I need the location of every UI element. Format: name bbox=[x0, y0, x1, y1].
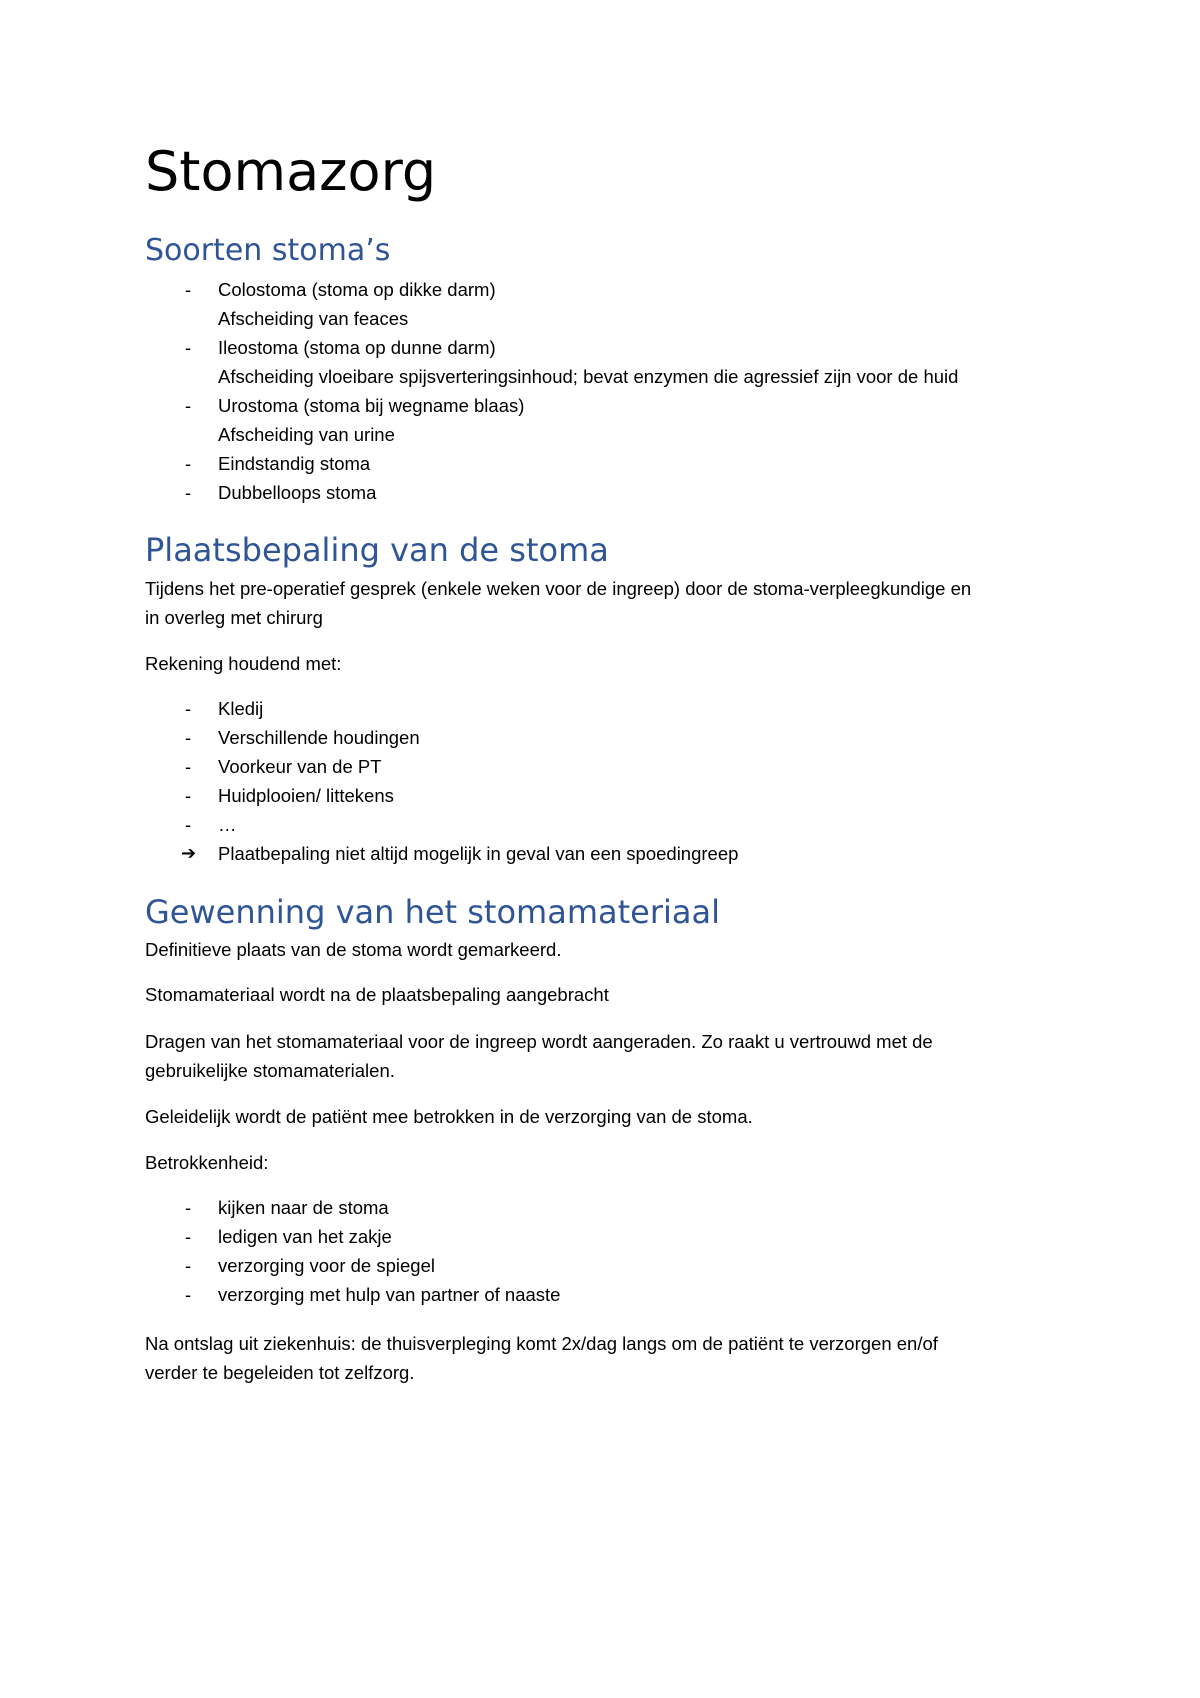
list-item bbox=[145, 449, 958, 478]
list-dash: - bbox=[185, 453, 192, 474]
section-heading-soorten: Soorten stoma’s bbox=[145, 233, 391, 268]
list-item bbox=[145, 333, 958, 391]
paragraph: Tijdens het pre-operatief gesprek (enkele weken voor de ingreep) door de stoma-verpleegkundige en bbox=[145, 578, 972, 599]
list-item-subtext: Afscheiding vloeibare spijsverteringsinhoud; bevat enzymen die agressief zijn voor de huid bbox=[218, 366, 959, 387]
list-item bbox=[145, 1251, 560, 1280]
list-item bbox=[145, 275, 958, 333]
list-item-text: … bbox=[218, 814, 237, 835]
list-item-text: Voorkeur van de PT bbox=[218, 756, 382, 777]
paragraph: verder te begeleiden tot zelfzorg. bbox=[145, 1362, 415, 1383]
list-item bbox=[145, 1222, 560, 1251]
arrow-right-icon: ➔ bbox=[181, 843, 197, 864]
section-heading-plaatsbepaling: Plaatsbepaling van de stoma bbox=[145, 531, 609, 569]
paragraph: gebruikelijke stomamaterialen. bbox=[145, 1060, 395, 1081]
list-item bbox=[145, 391, 958, 449]
paragraph: Stomamateriaal wordt na de plaatsbepaling aangebracht bbox=[145, 984, 609, 1005]
stoma-types-list bbox=[145, 275, 958, 507]
list-dash: - bbox=[185, 337, 192, 358]
list-item bbox=[145, 1193, 560, 1222]
section-heading-gewenning: Gewenning van het stomamateriaal bbox=[145, 893, 720, 931]
list-item bbox=[145, 810, 738, 839]
list-item-text: verzorging met hulp van partner of naaste bbox=[218, 1284, 561, 1305]
paragraph: in overleg met chirurg bbox=[145, 607, 323, 628]
list-dash: - bbox=[185, 785, 192, 806]
placement-factors-list bbox=[145, 694, 738, 868]
paragraph: Rekening houdend met: bbox=[145, 653, 342, 674]
list-item-text: Urostoma (stoma bij wegname blaas) bbox=[218, 395, 525, 416]
list-item-subtext: Afscheiding van feaces bbox=[218, 308, 409, 329]
list-dash: - bbox=[185, 1255, 192, 1276]
list-item bbox=[145, 839, 738, 868]
list-item-text: Colostoma (stoma op dikke darm) bbox=[218, 279, 496, 300]
paragraph: Na ontslag uit ziekenhuis: de thuisverpleging komt 2x/dag langs om de patiënt te verzorgen en/of bbox=[145, 1333, 938, 1354]
list-item bbox=[145, 752, 738, 781]
list-dash: - bbox=[185, 1197, 192, 1218]
document-title: Stomazorg bbox=[145, 140, 437, 203]
paragraph: Definitieve plaats van de stoma wordt gemarkeerd. bbox=[145, 939, 562, 960]
list-dash: - bbox=[185, 1284, 192, 1305]
paragraph: Dragen van het stomamateriaal voor de ingreep wordt aangeraden. Zo raakt u vertrouwd met de bbox=[145, 1031, 933, 1052]
list-dash: - bbox=[185, 698, 192, 719]
list-dash: - bbox=[185, 395, 192, 416]
list-dash: - bbox=[185, 279, 192, 300]
list-item bbox=[145, 723, 738, 752]
list-item-text: Eindstandig stoma bbox=[218, 453, 371, 474]
involvement-list bbox=[145, 1193, 560, 1309]
list-dash: - bbox=[185, 727, 192, 748]
list-item-text: Ileostoma (stoma op dunne darm) bbox=[218, 337, 496, 358]
list-item-text: Verschillende houdingen bbox=[218, 727, 420, 748]
list-dash: - bbox=[185, 756, 192, 777]
list-dash: - bbox=[185, 482, 192, 503]
paragraph: Geleidelijk wordt de patiënt mee betrokken in de verzorging van de stoma. bbox=[145, 1106, 753, 1127]
paragraph: Betrokkenheid: bbox=[145, 1152, 269, 1173]
list-dash: - bbox=[185, 814, 192, 835]
list-item bbox=[145, 694, 738, 723]
list-item-text: kijken naar de stoma bbox=[218, 1197, 389, 1218]
list-item-text: Dubbelloops stoma bbox=[218, 482, 377, 503]
list-item-text: Huidplooien/ littekens bbox=[218, 785, 394, 806]
list-item-text: ledigen van het zakje bbox=[218, 1226, 392, 1247]
list-item bbox=[145, 478, 958, 507]
list-item bbox=[145, 781, 738, 810]
list-item bbox=[145, 1280, 560, 1309]
list-item-text: Plaatbepaling niet altijd mogelijk in geval van een spoedingreep bbox=[218, 843, 739, 864]
list-dash: - bbox=[185, 1226, 192, 1247]
list-item-text: Kledij bbox=[218, 698, 264, 719]
list-item-text: verzorging voor de spiegel bbox=[218, 1255, 435, 1276]
list-item-subtext: Afscheiding van urine bbox=[218, 424, 395, 445]
